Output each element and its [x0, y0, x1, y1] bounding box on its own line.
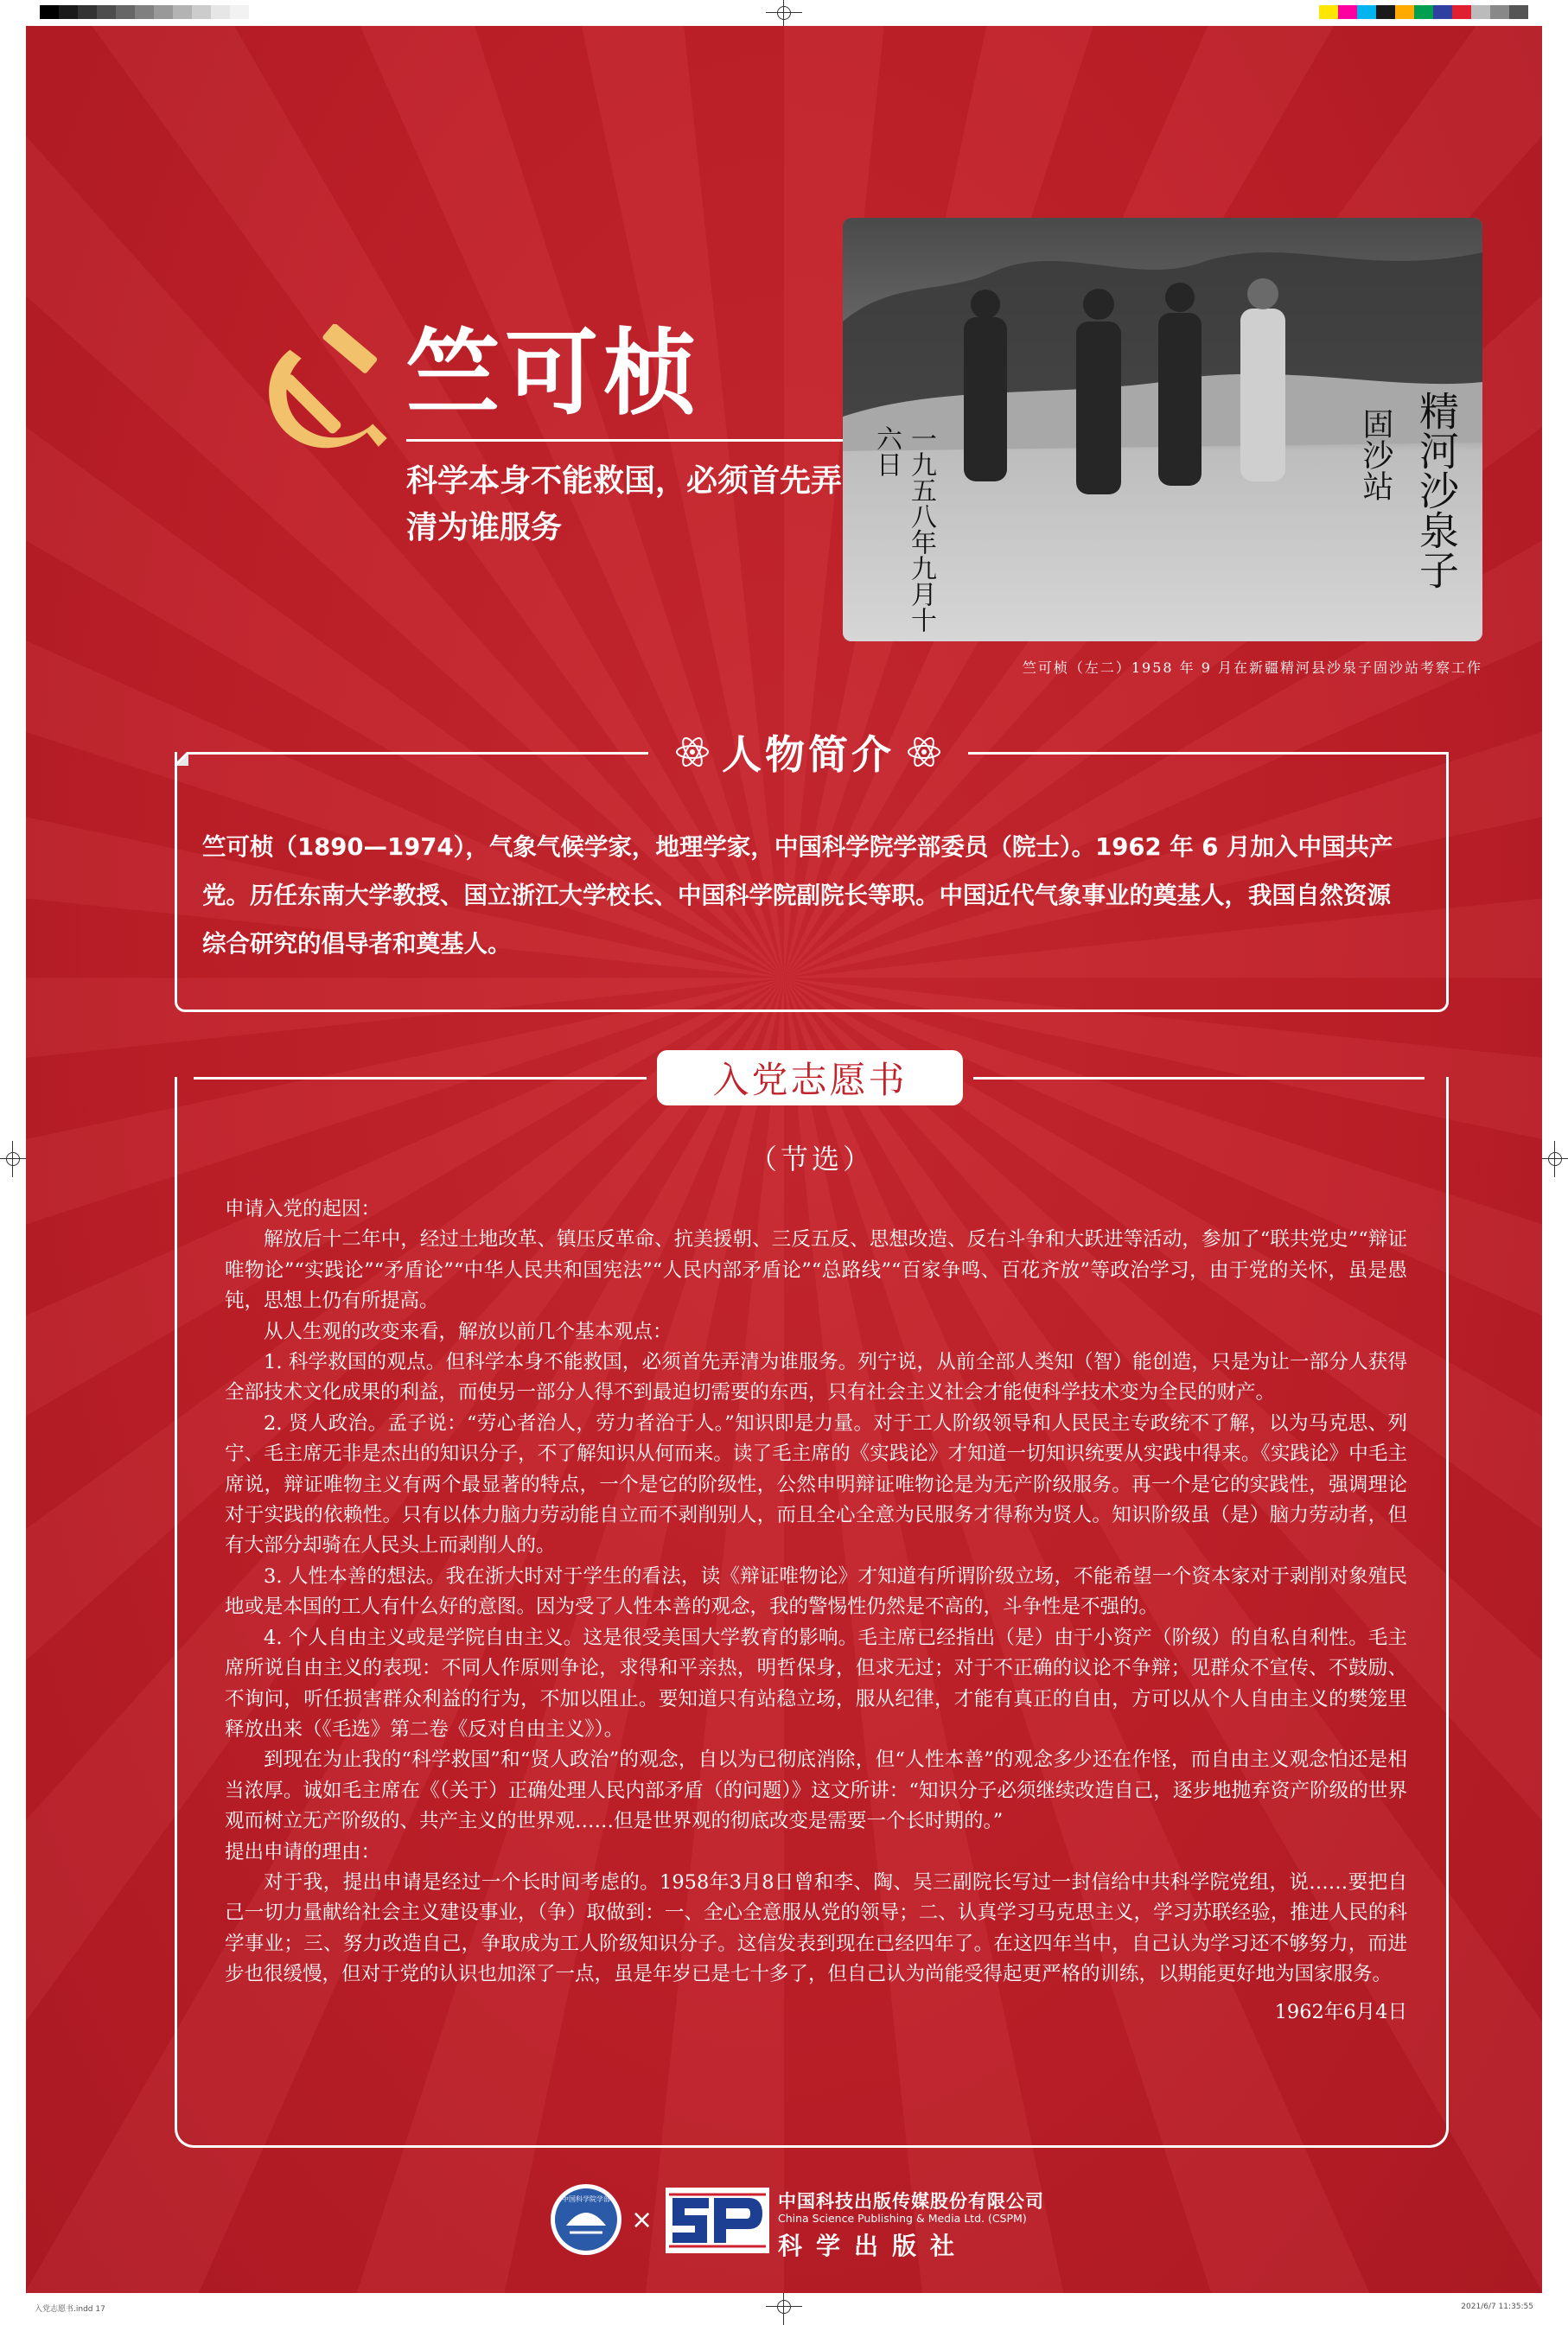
cspm-logo	[666, 2188, 769, 2253]
page-fold-corner-icon	[175, 752, 209, 787]
title-underline	[406, 439, 856, 442]
letter-paragraph: 2. 贤人政治。孟子说：“劳心者治人，劳力者治于人。”知识即是力量。对于工人阶级领导和人民民主专政统不了解，以为马克思、列宁、毛主席无非是杰出的知识分子，不了解知识从何而来。读了毛主席的《实践论》才知道一切知识统要从实践中得来。《实践论》中毛主席说，辩证唯物主义有两个最显著的特点，一个是它的阶级性，公然申明辩证唯物论是为无产阶级服务。再一个是它的实践性，强调理论对于实践的依赖性。只有以体力脑力劳动能自立而不剥削别人，而且全心全意为民服务才得称为贤人。知识阶级虽（是）脑力劳动者，但有大部分却骑在人民头上而剥削人的。	[225, 1411, 1407, 1557]
registration-mark-top	[773, 2, 795, 24]
publisher-chinese-name: 中国科技出版传媒股份有限公司	[778, 2191, 1044, 2212]
print-gray-calibration-strip	[40, 5, 249, 19]
atom-icon	[675, 735, 710, 769]
application-letter	[225, 1194, 1407, 2028]
historical-photo	[843, 218, 1482, 641]
application-frame-top-right	[973, 1077, 1425, 1080]
person-motto: 科学本身不能救国，必须首先弄清为谁服务	[406, 463, 843, 545]
publisher-imprint-name: 科学出版社	[778, 2232, 969, 2260]
publisher-english-name: China Science Publishing & Media Ltd. (CSPM)	[778, 2212, 1027, 2225]
letter-paragraph: 提出申请的理由：	[225, 1840, 381, 1863]
registration-mark-bottom	[773, 2296, 795, 2318]
letter-paragraph: 1. 科学救国的观点。但科学本身不能救国，必须首先弄清为谁服务。列宁说，从前全部人类知（智）能创造，只是为让一部分人获得全部技术文化成果的利益，而使另一部分人得不到最迫切需要的东西，只有社会主义社会才能使科学技术变为全民的财产。	[225, 1351, 1407, 1405]
poster	[26, 26, 1542, 2293]
bio-frame-top-left	[207, 752, 648, 755]
print-file-note: 入党志愿书.indd 17	[35, 2305, 105, 2314]
letter-paragraph: 申请入党的起因：	[225, 1198, 381, 1220]
letter-date: 1962年6月4日	[1274, 2000, 1407, 2023]
registration-mark-right	[1544, 1148, 1566, 1170]
print-timestamp-note: 2021/6/7 11:35:55	[1461, 2303, 1533, 2311]
bio-text: 竺可桢（1890—1974），气象气候学家，地理学家，中国科学院学部委员（院士）。1962 年 6 月加入中国共产党。历任东南大学教授、国立浙江大学校长、中国科学院副院长等职。中国近代气象事业的奠基人，我国自然资源综合研究的倡导者和奠基人。	[202, 833, 1393, 958]
atom-icon	[907, 735, 941, 769]
letter-paragraph: 3. 人性本善的想法。我在浙大时对于学生的看法，读《辩证唯物论》才知道有所谓阶级立场，不能希望一个资本家对于剥削对象殖民地或是本国的工人有什么好的意图。因为受了人性本善的观念，我的警惕性仍然是不高的，斗争性是不强的。	[225, 1564, 1407, 1619]
bio-frame-top-right	[968, 752, 1446, 755]
footer-logos	[26, 2182, 1542, 2269]
person-name: 竺可桢	[406, 320, 703, 428]
letter-paragraph: 4. 个人自由主义或是学院自由主义。这是很受美国大学教育的影响。毛主席已经指出（是）由于小资产（阶级）的自私自利性。毛主席所说自由主义的表现：不同人作原则争论，求得和平亲热，明哲保身，但求无过；对于不正确的议论不争辩；见群众不宣传、不鼓励、不询问，听任损害群众利益的行为，不加以阻止。要知道只有站稳立场，服从纪律，才能有真正的自由，方可以从个人自由主义的樊笼里释放出来（《毛选》第二卷《反对自由主义》）。	[225, 1626, 1407, 1741]
cas-logo-text: 中国科学院学部	[562, 2195, 610, 2203]
bio-heading	[648, 723, 968, 781]
photo-inscription-right: 精河沙泉子	[1413, 391, 1460, 589]
application-heading-text: 入党志愿书	[712, 1059, 908, 1101]
cas-academic-divisions-logo	[549, 2182, 623, 2257]
bio-heading-text: 人物简介	[722, 731, 895, 778]
print-color-calibration-strip	[1319, 5, 1528, 19]
times-symbol: ×	[631, 2205, 653, 2235]
application-frame-top-left	[194, 1077, 647, 1080]
photo-inscription-left: 一九五八年九月十六日	[871, 425, 936, 633]
letter-paragraph: 到现在为止我的“科学救国”和“贤人政治”的观念，自以为已彻底消除，但“人性本善”的观念多少还在作怪，而自由主义观念怕还是相当浓厚。诚如毛主席在《（关于）正确处理人民内部矛盾（的问题）》这文所讲：“知识分子必须继续改造自己，逐步地抛弃资产阶级的世界观而树立无产阶级的、共产主义的世界观……但是世界观的彻底改变是需要一个长时期的。”	[225, 1749, 1407, 1833]
hammer-sickle-icon	[247, 324, 390, 467]
application-heading	[657, 1050, 963, 1105]
letter-paragraph: 解放后十二年中，经过土地改革、镇压反革命、抗美援朝、三反五反、思想改造、反右斗争和大跃进等活动，参加了“联共党史”“辩证唯物论”“实践论”“矛盾论”“中华人民共和国宪法”“人民内部矛盾论”“总路线”“百家争鸣、百花齐放”等政治学习，由于党的关怀，虽是愚钝，思想上仍有所提高。	[225, 1228, 1407, 1313]
photo-caption: 竺可桢（左二）1958 年 9 月在新疆精河县沙泉子固沙站考察工作	[1022, 659, 1482, 676]
registration-mark-left	[2, 1148, 24, 1170]
excerpt-label: （节选）	[749, 1143, 874, 1175]
letter-paragraph: 对于我，提出申请是经过一个长时间考虑的。1958年3月8日曾和李、陶、吴三副院长写过一封信给中共科学院党组，说……要把自己一切力量献给社会主义建设事业，（争）取做到：一、全心全意服从党的领导；二、认真学习马克思主义，学习苏联经验，推进人民的科学事业；三、努力改造自己，争取成为工人阶级知识分子。这信发表到现在已经四年了。在这四年当中，自己认为学习还不够努力，而进步也很缓慢，但对于党的认识也加深了一点，虽是年岁已是七十多了，但自己认为尚能受得起更严格的训练，以期能更好地为国家服务。	[225, 1870, 1407, 1986]
letter-paragraph: 从人生观的改变来看，解放以前几个基本观点：	[264, 1320, 672, 1343]
photo-inscription-middle: 固沙站	[1358, 408, 1393, 501]
